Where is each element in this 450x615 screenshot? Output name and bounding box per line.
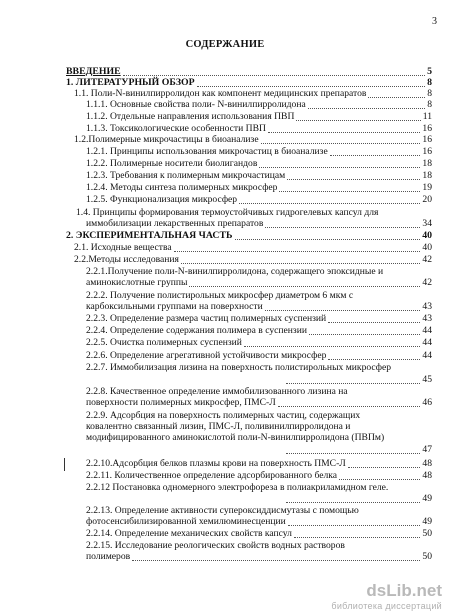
toc-entry-page: 49	[422, 516, 432, 527]
toc-entry-text: 2.2.Методы исследования	[74, 254, 179, 265]
toc-entry-text: 1.2.4. Методы синтеза полимерных микросфер	[86, 182, 278, 193]
toc-dot-leader	[296, 120, 420, 121]
toc-entry-page: 8	[427, 77, 432, 88]
toc-entry-text: 2.2.13. Определение активности супероксиддисмутазы с помощью	[86, 505, 359, 516]
toc-entry-text: 1.2.1. Принципы использования микрочастиц в биоанализе	[86, 146, 328, 157]
toc-entry-page: 40	[422, 242, 432, 253]
toc-entry-page: 19	[422, 182, 432, 193]
toc-entry-text: 2.2.11. Количественное определение адсорбированного белка	[86, 470, 338, 481]
toc-entry-text: 2.2.2. Получение полистирольных микросфер диаметром 6 мкм с	[86, 290, 354, 301]
toc-entry-text: 2.2.8. Качественное определение иммобилизованного лизина на	[86, 386, 348, 397]
toc-entry-text: полимеров	[86, 551, 131, 562]
toc-entry-page: 45	[422, 374, 432, 385]
toc-entry-text: 2.2.1.Получение поли-N-винилпирролидона, содержащего эпоксидные и	[86, 266, 384, 277]
toc-entry-text: 2.2.3. Определение размера частиц полимерных суспензий	[86, 313, 327, 324]
toc-entry-text: 1.2.5. Функционализация микросфер	[86, 194, 238, 205]
toc-entry-page: 16	[422, 134, 432, 145]
watermark-logo	[262, 581, 442, 611]
toc-dot-leader	[259, 167, 420, 168]
toc-entry-page: 20	[422, 194, 432, 205]
toc-dot-leader	[328, 322, 420, 323]
toc-entry-text: 2.2.6. Определение агрегативной устойчивости микросфер	[86, 350, 327, 361]
toc-dot-leader	[286, 383, 420, 384]
toc-entry-text: 1.1. Поли-N-винилпирролидон как компонент медицинских препаратов	[74, 88, 367, 99]
toc-dot-leader	[328, 359, 420, 360]
toc-dot-leader	[348, 467, 421, 468]
toc-entry-page: 18	[422, 170, 432, 181]
toc-entry-text: иммобилизации лекарственных препаратов	[86, 218, 264, 229]
toc-dot-leader	[235, 239, 421, 240]
toc-entry-text: 2.2.10.Адсорбция белков плазмы крови на поверхность ПМС-Л	[86, 458, 346, 469]
toc-dot-leader	[368, 97, 425, 98]
toc-entry-text: 1.2.Полимерные микрочастицы в биоанализе	[74, 134, 259, 145]
toc-entry-page: 40	[422, 230, 432, 241]
toc-dot-leader	[132, 560, 420, 561]
toc-entry-page: 44	[422, 337, 432, 348]
toc-entry-text: 2.2.15. Исследование реологических свойств водных растворов	[86, 540, 345, 551]
toc-entry-page: 42	[422, 277, 432, 288]
toc-entry-text: 1.2.3. Требования к полимерным микрочастицам	[86, 170, 286, 181]
margin-mark	[64, 458, 65, 471]
toc-entry-text: 2.2.9. Адсорбция на поверхность полимерных частиц, содержащих	[86, 410, 361, 421]
toc-dot-leader	[189, 286, 420, 287]
toc-dot-leader	[308, 108, 425, 109]
watermark-logo-text: dsLib.net	[366, 581, 442, 600]
toc-entry-page: 34	[422, 218, 432, 229]
toc-entry-page: 44	[422, 350, 432, 361]
toc-dot-leader	[309, 334, 420, 335]
toc-dot-leader	[265, 227, 420, 228]
toc-entry-page: 11	[422, 111, 432, 122]
toc-entry-text: 2.2.4. Определение содержания полимера в суспензии	[86, 325, 307, 336]
toc-dot-leader	[181, 263, 420, 264]
toc-dot-leader	[288, 525, 421, 526]
toc-entry-page: 42	[422, 254, 432, 265]
toc-entry-page: 43	[422, 301, 432, 312]
toc-dot-leader	[278, 406, 421, 407]
toc-entry-text: 2.2.12 Постановка одномерного электрофореза в полиакриламидном геле.	[86, 482, 389, 493]
toc-dot-leader	[197, 86, 425, 87]
toc-entry-page: 8	[427, 99, 432, 110]
toc-entry-text: 1.4. Принципы формирования термоустойчивых гидрогелевых капсул для	[76, 207, 379, 218]
toc-entry-text: 1. ЛИТЕРАТУРНЫЙ ОБЗОР	[66, 77, 195, 88]
toc-dot-leader	[174, 251, 421, 252]
toc-entry-page: 44	[422, 325, 432, 336]
toc-entry-page: 5	[427, 66, 432, 77]
toc-dot-leader	[286, 502, 420, 503]
toc-entry-text: 1.1.1. Основные свойства поли- N-винилпирролидона	[86, 99, 306, 110]
toc-dot-leader	[339, 479, 420, 480]
toc-entry-page: 16	[422, 123, 432, 134]
toc-entry-text: 1.1.3. Токсикологические особенности ПВП	[86, 123, 266, 134]
toc-entry-page: 46	[422, 397, 432, 408]
toc-dot-leader	[268, 132, 420, 133]
toc-entry-text: 1.1.2. Отдельные направления использования ПВП	[86, 111, 295, 122]
toc-entry-text: 2.1. Исходные вещества	[74, 242, 172, 253]
toc-dot-leader	[279, 191, 420, 192]
toc-entry-page: 49	[422, 493, 432, 504]
toc-entry-text: 2.2.14. Определение механических свойств капсул	[86, 528, 292, 539]
toc-entry-text: поверхности полимерных микросфер, ПМС-Л	[86, 397, 276, 408]
toc-entry-text: 2. ЭКСПЕРИМЕНТАЛЬНАЯ ЧАСТЬ	[66, 230, 233, 241]
toc-entry-text: 2.2.5. Очистка полимерных суспензий	[86, 337, 242, 348]
toc-entry-text: фотосенсибилизированной хемилюминесценции	[86, 516, 286, 527]
toc-dot-leader	[261, 143, 421, 144]
toc-dot-leader	[330, 155, 421, 156]
toc-dot-leader	[239, 203, 420, 204]
toc-entry-text: карбоксильными группами на поверхности	[86, 301, 263, 312]
toc-entry-page: 18	[422, 158, 432, 169]
toc-entry-text: ковалентно связанный лизин, ПМС-Л, поливинилпирролидона и	[86, 421, 351, 432]
toc-entry-page: 48	[422, 470, 432, 481]
toc-dot-leader	[287, 179, 420, 180]
toc-entry-text: 2.2.7. Иммобилизация лизина на поверхность полистирольных микросфер	[86, 362, 392, 373]
page-number: 3	[432, 16, 437, 27]
toc-entry-page: 50	[422, 528, 432, 539]
toc-entry-page: 8	[427, 88, 432, 99]
toc-entry-text: модифицированного аминокислотой поли-N-винилпирролидона (ПВПм)	[86, 432, 385, 443]
toc-entry-page: 43	[422, 313, 432, 324]
page-title: СОДЕРЖАНИЕ	[185, 39, 265, 50]
toc-entry-page: 47	[422, 444, 432, 455]
toc-dot-leader	[244, 346, 421, 347]
toc-entry-text: 1.2.2. Полимерные носители биолигандов	[86, 158, 258, 169]
toc-dot-leader	[123, 75, 425, 76]
toc-dot-leader	[286, 453, 420, 454]
toc-entry-page: 50	[422, 551, 432, 562]
toc-dot-leader	[265, 310, 421, 311]
watermark-subtitle: библиотека диссертаций	[331, 601, 442, 611]
toc-entry-text: ВВЕДЕНИЕ	[66, 66, 121, 77]
toc-entry-text: аминокислотные группы	[86, 277, 188, 288]
toc-entry-page: 16	[422, 146, 432, 157]
toc-entry-page: 48	[422, 458, 432, 469]
toc-dot-leader	[294, 537, 420, 538]
